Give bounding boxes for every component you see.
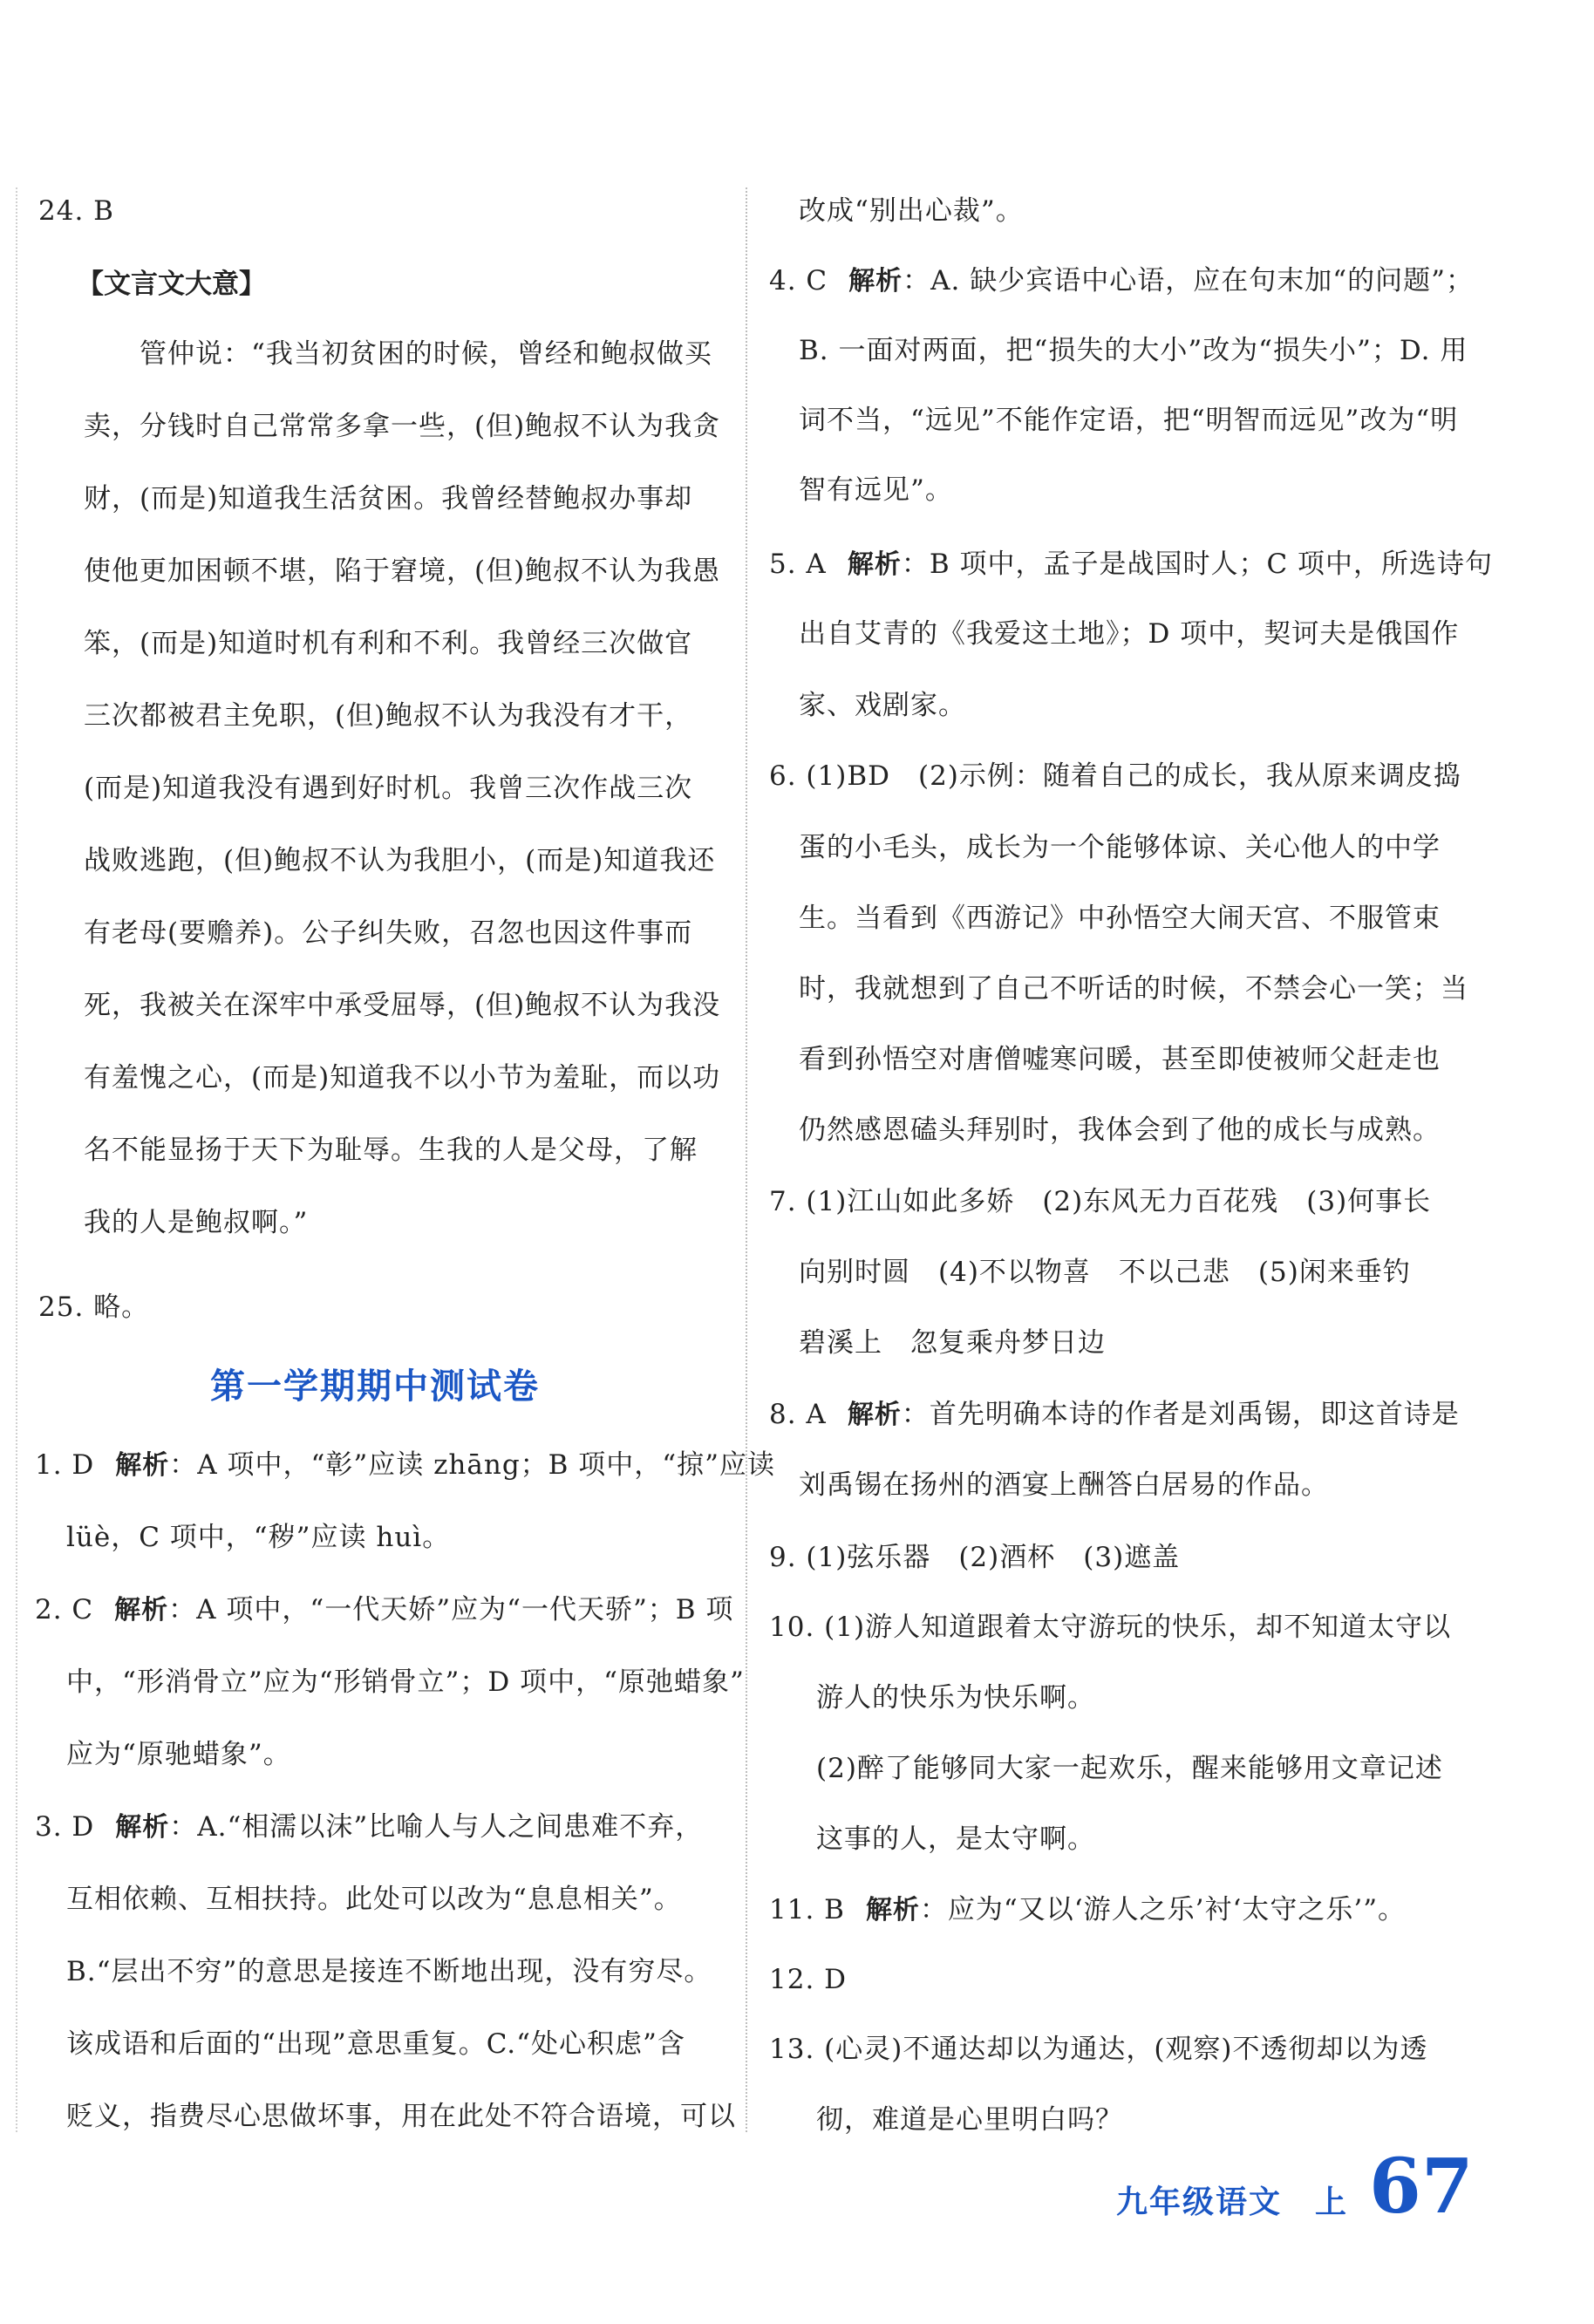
answer-2 — [35, 1592, 733, 1628]
answer-text: ：B 项中，孟子是战国时人；C 项中，所选诗句 — [901, 549, 1494, 580]
answer-5 — [769, 547, 1493, 583]
paragraph-line: 我的人是鲍叔啊。” — [84, 1207, 309, 1238]
answer-8 — [769, 1397, 1460, 1433]
answer-text: 家、戏剧家。 — [799, 690, 966, 721]
answer-4 — [769, 263, 1474, 299]
paragraph-line: (而是)知道我没有遇到好时机。我曾三次作战三次 — [84, 773, 693, 804]
answer-6: 6. (1)BD (2)示例：随着自己的成长，我从原来调皮捣 — [769, 760, 1461, 792]
answer-number: 1. D — [35, 1449, 95, 1481]
answer-3-continued: 改成“别出心裁”。 — [799, 195, 1024, 227]
page-number: 67 — [1369, 2143, 1474, 2231]
analysis-label: 解析 — [114, 1595, 169, 1625]
answer-24: 24. B — [38, 195, 114, 227]
answer-text: ：应为“又以‘游人之乐’衬‘太守之乐’”。 — [919, 1894, 1407, 1925]
answer-7: 7. (1)江山如此多娇 (2)东风无力百花残 (3)何事长 — [769, 1186, 1432, 1217]
answer-text: 向别时圆 (4)不以物喜 不以己悲 (5)闲来垂钓 — [799, 1257, 1411, 1288]
analysis-label: 解析 — [847, 1400, 902, 1430]
answer-text: B. 一面对两面，把“损失的大小”改为“损失小”；D. 用 — [799, 335, 1468, 366]
paragraph-line: 战败逃跑，(但)鲍叔不认为我胆小，(而是)知道我还 — [84, 845, 716, 876]
answer-text: ：A 项中，“一代天娇”应为“一代天骄”；B 项 — [168, 1594, 734, 1625]
answer-text: 刘禹锡在扬州的酒宴上酬答白居易的作品。 — [799, 1469, 1329, 1501]
answer-number: 11. B — [769, 1894, 845, 1925]
analysis-label: 解析 — [115, 1450, 170, 1481]
answer-text: ：A. 缺少宾语中心语，应在句末加“的问题”； — [903, 265, 1474, 296]
analysis-label: 解析 — [848, 266, 903, 296]
answer-number: 8. A — [769, 1399, 827, 1430]
grade-subject-label: 九年级语文 上 — [1116, 2184, 1349, 2220]
answer-11 — [769, 1892, 1406, 1928]
answer-text: 看到孙悟空对唐僧嘘寒问暖，甚至即使被师父赶走也 — [799, 1044, 1441, 1075]
answer-number: 5. A — [769, 549, 827, 580]
answer-text: 贬义，指费尽心思做坏事，用在此处不符合语境，可以 — [66, 2101, 736, 2132]
column-divider — [746, 187, 747, 2132]
answer-text: ：A 项中，“彰”应读 zhāng；B 项中，“掠”应读 — [169, 1449, 776, 1481]
paragraph-line: 名不能显扬于天下为耻辱。生我的人是父母，了解 — [84, 1135, 698, 1166]
answer-text: 时，我就想到了自己不听话的时候，不禁会心一笑；当 — [799, 973, 1468, 1005]
answer-text: 词不当，“远见”不能作定语，把“明智而远见”改为“明 — [799, 405, 1459, 436]
answer-text: 蛋的小毛头，成长为一个能够体谅、关心他人的中学 — [799, 832, 1441, 863]
paragraph-line: 笨，(而是)知道时机有利和不利。我曾经三次做官 — [84, 628, 693, 659]
answer-9: 9. (1)弦乐器 (2)酒杯 (3)遮盖 — [769, 1542, 1181, 1573]
answer-text: 互相依赖、互相扶持。此处可以改为“息息相关”。 — [66, 1884, 682, 1915]
answer-text: 这事的人，是太守啊。 — [816, 1823, 1095, 1855]
answer-text: ：A.“相濡以沫”比喻人与人之间患难不弃， — [169, 1811, 704, 1843]
answer-25: 25. 略。 — [38, 1291, 150, 1323]
answer-1 — [35, 1448, 775, 1483]
answer-text: lüè，C 项中，“秽”应读 huì。 — [66, 1522, 451, 1553]
answer-10: 10. (1)游人知道跟着太守游玩的快乐，却不知道太守以 — [769, 1612, 1452, 1643]
answer-text: 应为“原驰蜡象”。 — [66, 1739, 291, 1770]
paragraph-line: 有老母(要赡养)。公子纠失败，召忽也因这件事而 — [84, 917, 693, 949]
answer-text: 碧溪上 忽复乘舟梦日边 — [799, 1327, 1106, 1359]
answer-number: 4. C — [769, 265, 828, 296]
answer-text: 游人的快乐为快乐啊。 — [816, 1682, 1095, 1714]
analysis-label: 解析 — [847, 549, 902, 580]
answer-text: 出自艾青的《我爱这土地》；D 项中，契诃夫是俄国作 — [799, 618, 1460, 650]
answer-text: B.“层出不穷”的意思是接连不断地出现，没有穷尽。 — [66, 1956, 712, 1987]
answer-text: 该成语和后面的“出现”意思重复。C.“处心积虑”含 — [66, 2028, 685, 2060]
answer-3 — [35, 1809, 703, 1845]
analysis-label: 解析 — [115, 1812, 170, 1843]
answer-text: 智有远见”。 — [799, 474, 953, 506]
page-footer — [1107, 2145, 1543, 2241]
paragraph-line: 有羞愧之心，(而是)知道我不以小节为羞耻，而以功 — [84, 1062, 721, 1094]
answer-text: 仍然感恩磕头拜别时，我体会到了他的成长与成熟。 — [799, 1114, 1441, 1146]
analysis-label: 解析 — [865, 1895, 920, 1925]
answer-text: 生。当看到《西游记》中孙悟空大闹天宫、不服管束 — [799, 903, 1441, 934]
answer-text: 中，“形消骨立”应为“形销骨立”；D 项中，“原弛蜡象” — [66, 1666, 745, 1698]
paragraph-line: 死，我被关在深牢中承受屈辱，(但)鲍叔不认为我没 — [84, 990, 721, 1021]
paragraph-line: 财，(而是)知道我生活贫困。我曾经替鲍叔办事却 — [84, 483, 693, 515]
answer-13: 13. (心灵)不通达却以为通达，(观察)不透彻却以为透 — [769, 2034, 1428, 2065]
answer-text: ：首先明确本诗的作者是刘禹锡，即这首诗是 — [901, 1399, 1460, 1430]
answer-text: (2)醉了能够同大家一起欢乐，醒来能够用文章记述 — [816, 1753, 1443, 1784]
answer-number: 3. D — [35, 1811, 95, 1843]
paragraph-line: 三次都被君主免职，(但)鲍叔不认为我没有才干， — [84, 700, 693, 732]
answer-number: 2. C — [35, 1594, 94, 1625]
paragraph-line: 卖，分钱时自己常常多拿一些，(但)鲍叔不认为我贪 — [84, 411, 721, 442]
classical-chinese-heading: 【文言文大意】 — [77, 269, 266, 300]
section-title: 第一学期期中测试卷 — [210, 1366, 540, 1407]
paragraph-line: 使他更加困顿不堪，陷于窘境，(但)鲍叔不认为我愚 — [84, 555, 721, 587]
left-margin-rule — [16, 187, 17, 2132]
answer-12: 12. D — [769, 1964, 848, 1995]
paragraph-line: 管仲说：“我当初贫困的时候，曾经和鲍叔做买 — [140, 338, 712, 370]
answer-text: 彻，难道是心里明白吗？ — [816, 2104, 1123, 2136]
